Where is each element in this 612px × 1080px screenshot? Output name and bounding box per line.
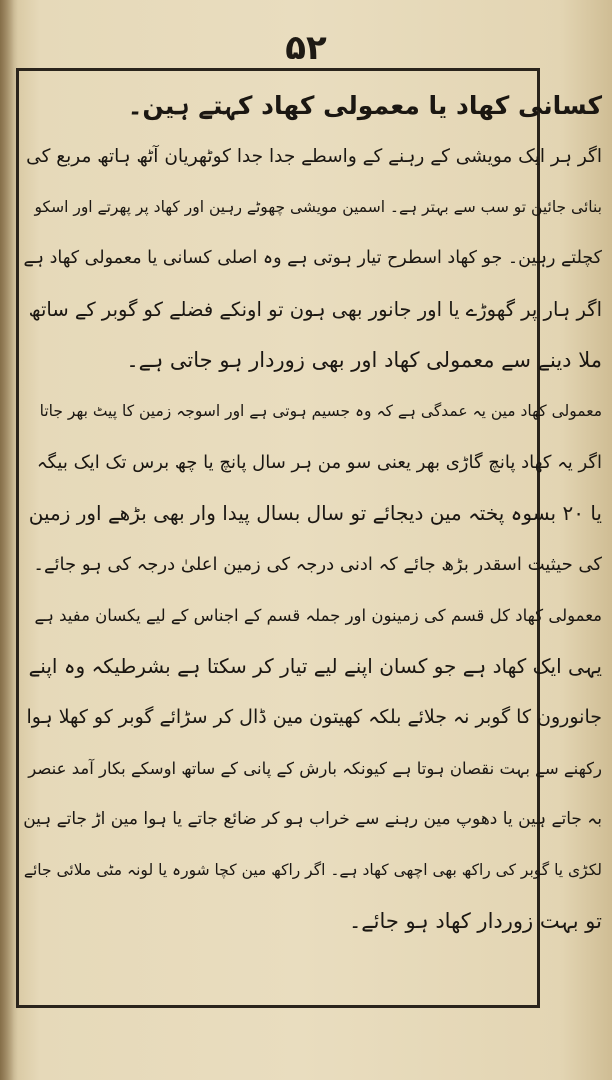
text-line: جانورون کا گوبر نہ جلائے بلکہ کھیتون مین ڈال کر سڑائے گوبر کو کھلا ہوا bbox=[26, 706, 602, 728]
text-line: بہ جاتے ہین یا دھوپ مین رہنے سے خراب ہو کر ضائع جاتے یا ہوا مین اڑ جاتے ہین bbox=[23, 809, 602, 829]
text-line: اگر یہ کھاد پانچ گاڑی بھر یعنی سو من ہر سال پانچ یا چھ برس تک ایک بیگہ bbox=[36, 452, 602, 473]
text-line: معمولی کھاد کل قسم کی زمینون اور جملہ قسم کے اجناس کے لیے یکسان مفید ہے bbox=[34, 606, 602, 625]
text-line: بنائی جائین تو سب سے بہتر ہے۔ اسمین مویشی چھوٹے رہین اور کھاد پر پھرتے اور اسکو bbox=[34, 198, 602, 216]
text-line: کی حیثیت اسقدر بڑھ جائے کہ ادنی درجہ کی زمین اعلیٰ درجہ کی ہو جائے۔ bbox=[33, 554, 602, 575]
text-line: اگر ہر ایک مویشی کے رہنے کے واسطے جدا جدا کوٹھریان آٹھ ہاتھ مربع کی bbox=[26, 146, 602, 167]
text-line: کچلتے رہین۔ جو کھاد اسطرح تیار ہوتی ہے وہ اصلی کسانی یا معمولی کھاد ہے bbox=[23, 248, 602, 268]
text-line: ملا دینے سے معمولی کھاد اور بھی زوردار ہو جاتی ہے۔ bbox=[126, 348, 602, 372]
text-line: یا ۲۰ بسوہ پختہ مین دیجائے تو سال بسال پیدا وار بھی بڑھے اور زمین bbox=[28, 501, 602, 525]
section-heading: کسانی کھاد یا معمولی کھاد کہتے ہین۔ bbox=[127, 91, 602, 120]
body-text bbox=[22, 80, 602, 947]
text-line: یہی ایک کھاد ہے جو کسان اپنے لیے تیار کر سکتا ہے بشرطیکہ وہ اپنے bbox=[28, 654, 602, 678]
text-line: معمولی کھاد مین یہ عمدگی ہے کہ وہ جسیم ہوتی ہے اور اسوجہ زمین کا پیٹ بھر جاتا bbox=[39, 402, 602, 420]
text-line: تو بہت زوردار کھاد ہو جائے۔ bbox=[348, 909, 602, 933]
text-line: لکڑی یا گوبر کی راکھ بھی اچھی کھاد ہے۔ اگر راکھ مین کچا شورہ یا لونہ مٹی ملائی جائے bbox=[23, 861, 602, 879]
text-line: اگر ہار پر گھوڑے یا اور جانور بھی ہون تو اونکے فضلے کو گوبر کے ساتھ bbox=[28, 298, 602, 321]
text-line: رکھنے سے بہت نقصان ہوتا ہے کیونکہ بارش کے پانی کے ساتھ اوسکے بکار آمد عنصر bbox=[28, 759, 602, 778]
page-number: ۵۲ bbox=[285, 28, 327, 68]
